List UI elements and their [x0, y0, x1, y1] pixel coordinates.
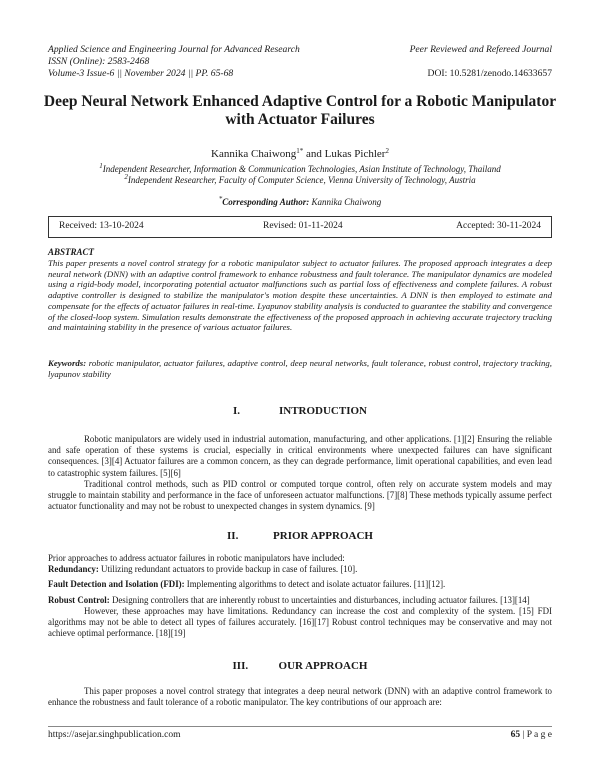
intro-paragraph-1: Robotic manipulators are widely used in industrial automation, manufacturing, and other applications. [1][2] Ensuring the reliable and safe operation of these systems is crucial, especially in critical environments where unexpected failures can have significant consequences. [3][4] Actuator failures are a common concern, as they can degrade performance, limit operational capabilities, and even lead to catastrophic system failures. [5][6] — [48, 434, 552, 478]
volume-info: Volume-3 Issue-6 || November 2024 || PP. 65-68 — [48, 68, 234, 79]
dates-box — [48, 216, 552, 238]
affiliation-2-text: Independent Researcher, Faculty of Computer Science, Vienna University of Technology, Austria — [127, 175, 476, 185]
prior-limitations: However, these approaches may have limitations. Redundancy can increase the cost and complexity of the system. [15] FDI algorithms may not be able to detect all types of failures accurately. [16][17] Robust control techniques may be conservative and may not achieve optimal performance. [18][19] — [48, 605, 552, 639]
footer-divider — [48, 726, 552, 727]
keywords — [48, 358, 552, 380]
robust-control-text: Designing controllers that are inherently robust to uncertainties and disturbances, including actuator failures. [13][14] — [109, 594, 530, 605]
prior-fdi — [48, 579, 552, 590]
our-approach-body — [48, 686, 552, 708]
date-accepted: Accepted: 30-11-2024 — [456, 221, 541, 231]
section-heading-prior-approach — [48, 530, 552, 542]
affiliation-1 — [30, 164, 570, 175]
corresponding-label: Corresponding Author: — [222, 197, 310, 207]
prior-robust-control — [48, 595, 552, 606]
section-2-title: PRIOR APPROACH — [273, 530, 373, 542]
corresponding-sup: * — [218, 195, 223, 203]
prior-approach-body — [48, 553, 552, 639]
peer-review-note: Peer Reviewed and Refereed Journal — [409, 44, 552, 55]
affiliation-2 — [30, 175, 570, 186]
fdi-text: Implementing algorithms to detect and isolate actuator failures. [11][12]. — [184, 579, 446, 590]
corresponding-name: Kannika Chaiwong — [309, 197, 382, 207]
author-2-sup: 2 — [385, 147, 389, 155]
affiliation-2-sup: 2 — [124, 173, 128, 181]
abstract-text: This paper presents a novel control strategy for a robotic manipulator subject to actuator failures. The proposed approach integrates a deep neural network (DNN) with an adaptive control framework to enhance robustness and fault tolerance. The manipulator dynamics are modeled using a rigid-body model, incorporating potential actuator malfunctions such as partial loss of effectiveness and complete failures. A robust adaptive controller is designed to stabilize the manipulator's motion despite these uncertainties. A DNN is then employed to estimate and compensate for the effects of actuator failures in real-time. Lyapunov stability analysis is conducted to guarantee the stability and convergence of the closed-loop system. Simulation results demonstrate the effectiveness of the proposed approach in achieving accurate trajectory tracking and maintaining stability in the presence of various actuator failures. — [48, 258, 552, 333]
intro-paragraph-2: Traditional control methods, such as PID control or computed torque control, often rely on accurate system models and may struggle to maintain stability and performance in the face of unforeseen actuator malfunctions. [7][8] These methods typically assume perfect actuator functionality and may not be robust to unexpected changes in system dynamics. [9] — [48, 478, 552, 512]
affiliation-1-sup: 1 — [99, 162, 103, 170]
prior-redundancy — [48, 564, 552, 575]
section-1-title: INTRODUCTION — [278, 405, 367, 417]
paper-title: Deep Neural Network Enhanced Adaptive Control for a Robotic Manipulator with Actuator Failures — [43, 93, 557, 128]
journal-name: Applied Science and Engineering Journal for Advanced Research — [48, 44, 300, 55]
doi[interactable]: DOI: 10.5281/zenodo.14633657 — [427, 68, 552, 79]
redundancy-label: Redundancy: — [48, 564, 99, 575]
author-1: Kannika Chaiwong — [211, 148, 297, 160]
date-received: Received: 13-10-2024 — [59, 221, 144, 231]
section-1-number: I. — [232, 405, 241, 417]
page-word: | P a g e — [520, 730, 552, 740]
keywords-text: robotic manipulator, actuator failures, adaptive control, deep neural networks, fault tolerance, robust control, trajectory tracking, lyapunov stability — [48, 358, 552, 379]
date-revised: Revised: 01-11-2024 — [263, 221, 343, 231]
keywords-label: Keywords: — [48, 358, 87, 368]
affiliation-1-text: Independent Researcher, Information & Communication Technologies, Asian Institute of Technology, Thailand — [102, 164, 501, 174]
footer-url[interactable]: https://asejar.singhpublication.com — [48, 730, 181, 740]
author-line — [40, 148, 560, 160]
introduction-body — [48, 434, 552, 512]
corresponding-author — [40, 197, 560, 207]
section-2-number: II. — [227, 530, 239, 542]
issn: ISSN (Online): 2583-2468 — [48, 56, 150, 67]
section-heading-our-approach — [48, 660, 552, 672]
author-2: Lukas Pichler — [324, 148, 386, 160]
our-approach-paragraph-1: This paper proposes a novel control strategy that integrates a deep neural network (DNN) with an adaptive control framework to enhance the robustness and fault tolerance of a robotic manipulator. The key contributions of our approach are: — [48, 686, 552, 708]
section-3-number: III. — [232, 660, 249, 672]
page-number — [511, 730, 552, 740]
abstract-heading: ABSTRACT — [48, 247, 95, 257]
author-1-sup: 1* — [296, 147, 304, 155]
section-heading-introduction — [48, 405, 552, 417]
fdi-label: Fault Detection and Isolation (FDI): — [48, 579, 185, 590]
robust-control-label: Robust Control: — [48, 594, 110, 605]
redundancy-text: Utilizing redundant actuators to provide backup in case of failures. [10]. — [98, 564, 358, 575]
section-3-title: OUR APPROACH — [278, 660, 368, 672]
page-number-value: 65 — [510, 730, 521, 740]
author-and: and — [303, 148, 325, 160]
prior-lead: Prior approaches to address actuator failures in robotic manipulators have included: — [48, 553, 345, 563]
